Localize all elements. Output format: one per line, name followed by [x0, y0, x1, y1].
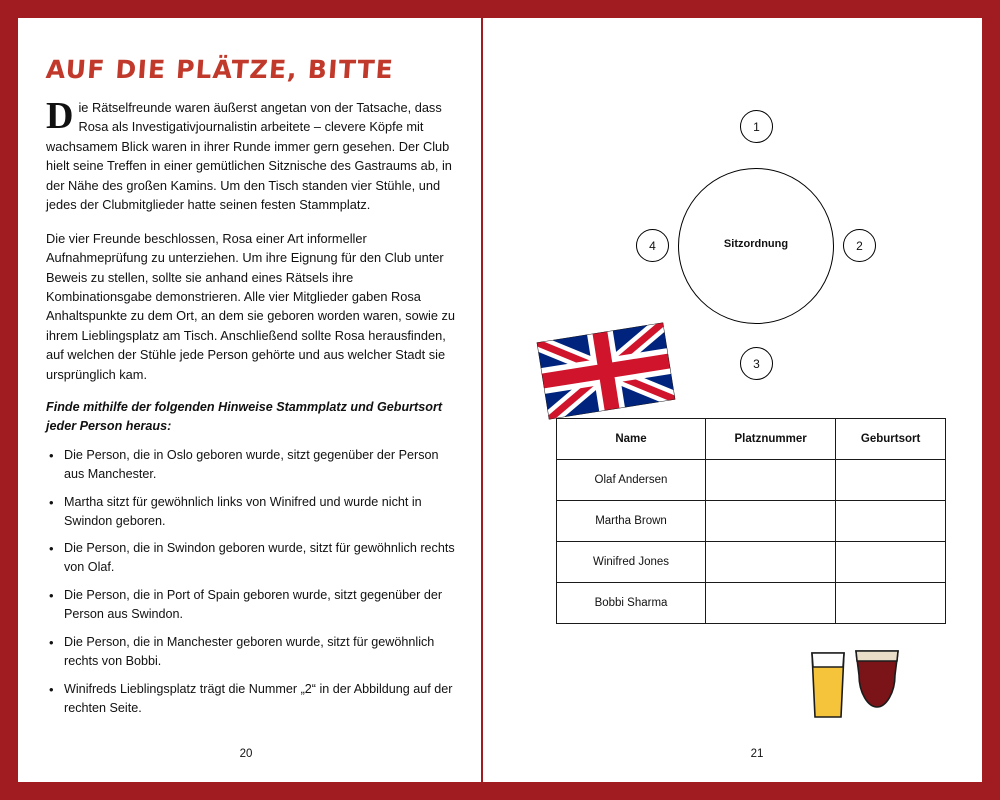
cell-name: Winifred Jones	[557, 542, 706, 583]
seat-marker-2: 2	[843, 229, 876, 262]
list-item: • Martha sitzt für gewöhnlich links von Winifred und wurde nicht in Swindon geboren.	[46, 493, 456, 531]
page-title: AUF DIE PLÄTZE, BITTE	[44, 55, 395, 84]
cell-seat[interactable]	[706, 501, 836, 542]
left-page-content	[46, 55, 456, 727]
cell-seat[interactable]	[706, 542, 836, 583]
list-item: • Die Person, die in Oslo geboren wurde, sitzt gegenüber der Person aus Manchester.	[46, 446, 456, 484]
table-circle-label: Sitzordnung	[723, 238, 789, 250]
cell-birthplace[interactable]	[836, 460, 946, 501]
intro-paragraph-text: ie Rätselfreunde waren äußerst angetan von der Tatsache, dass Rosa als Investigativjournalistin arbeitete – clevere Köpfe mit wachsamem Blick waren in ihrer Runde immer gern gesehen. Der Club hielt seine Treffen in einer gemütlichen Sitznische des Gastraums ab, in der Nähe des großen Kamins. Um den Tisch standen vier Stühle, und jedes der Clubmitglieder hatte seinen festen Stammplatz.	[46, 100, 452, 213]
header-name: Name	[557, 419, 706, 460]
seat-marker-3: 3	[740, 347, 773, 380]
header-birthplace: Geburtsort	[836, 419, 946, 460]
clue-list	[46, 446, 456, 718]
instruction-text: Finde mithilfe der folgenden Hinweise Stammplatz und Geburtsort jeder Person heraus:	[46, 400, 443, 434]
page-number-left: 20	[239, 748, 253, 760]
table-header-row	[557, 419, 946, 460]
intro-paragraph	[46, 95, 456, 215]
cell-name: Olaf Andersen	[557, 460, 706, 501]
book-spine	[481, 18, 483, 782]
list-item: • Die Person, die in Swindon geboren wurde, sitzt für gewöhnlich rechts von Olaf.	[46, 539, 456, 577]
table-row	[557, 542, 946, 583]
cell-birthplace[interactable]	[836, 583, 946, 624]
table-row	[557, 501, 946, 542]
cell-name: Bobbi Sharma	[557, 583, 706, 624]
seat-marker-1: 1	[740, 110, 773, 143]
beer-glasses-icon	[800, 645, 920, 725]
answer-table	[556, 418, 946, 624]
header-seat-number: Platznummer	[706, 419, 836, 460]
drop-cap: D	[46, 95, 74, 137]
cell-seat[interactable]	[706, 583, 836, 624]
list-item: • Die Person, die in Port of Spain geboren wurde, sitzt gegenüber der Person aus Swindon.	[46, 586, 456, 624]
second-paragraph: Die vier Freunde beschlossen, Rosa einer Art informeller Aufnahmeprüfung zu unterziehen. Um ihre Eignung für den Club unter Beweis zu stellen, sollte sie anhand eines Rätsels ihre Kombinationsgabe demonstrieren. Alle vier Mitglieder gaben Rosa Anhaltspunkte zu dem Ort, an dem sie geboren worden waren, sowie zu ihrem Lieblingsplatz am Tisch. Anschließend sollte Rosa herausfinden, auf welchen der Stühle jede Person gehörte und aus welcher Stadt sie ursprünglich kam.	[46, 230, 456, 382]
cell-birthplace[interactable]	[836, 542, 946, 583]
cell-birthplace[interactable]	[836, 501, 946, 542]
cell-seat[interactable]	[706, 460, 836, 501]
table-row	[557, 583, 946, 624]
right-page-content	[520, 55, 960, 745]
list-item: • Die Person, die in Manchester geboren wurde, sitzt für gewöhnlich rechts von Bobbi.	[46, 633, 456, 671]
union-jack-flag-icon	[537, 322, 676, 419]
seating-diagram	[636, 110, 876, 371]
cell-name: Martha Brown	[557, 501, 706, 542]
seat-marker-4: 4	[636, 229, 669, 262]
list-item: • Winifreds Lieblingsplatz trägt die Nummer „2“ in der Abbildung auf der rechten Seite.	[46, 680, 456, 718]
table-row	[557, 460, 946, 501]
page-number-right: 21	[750, 748, 764, 760]
